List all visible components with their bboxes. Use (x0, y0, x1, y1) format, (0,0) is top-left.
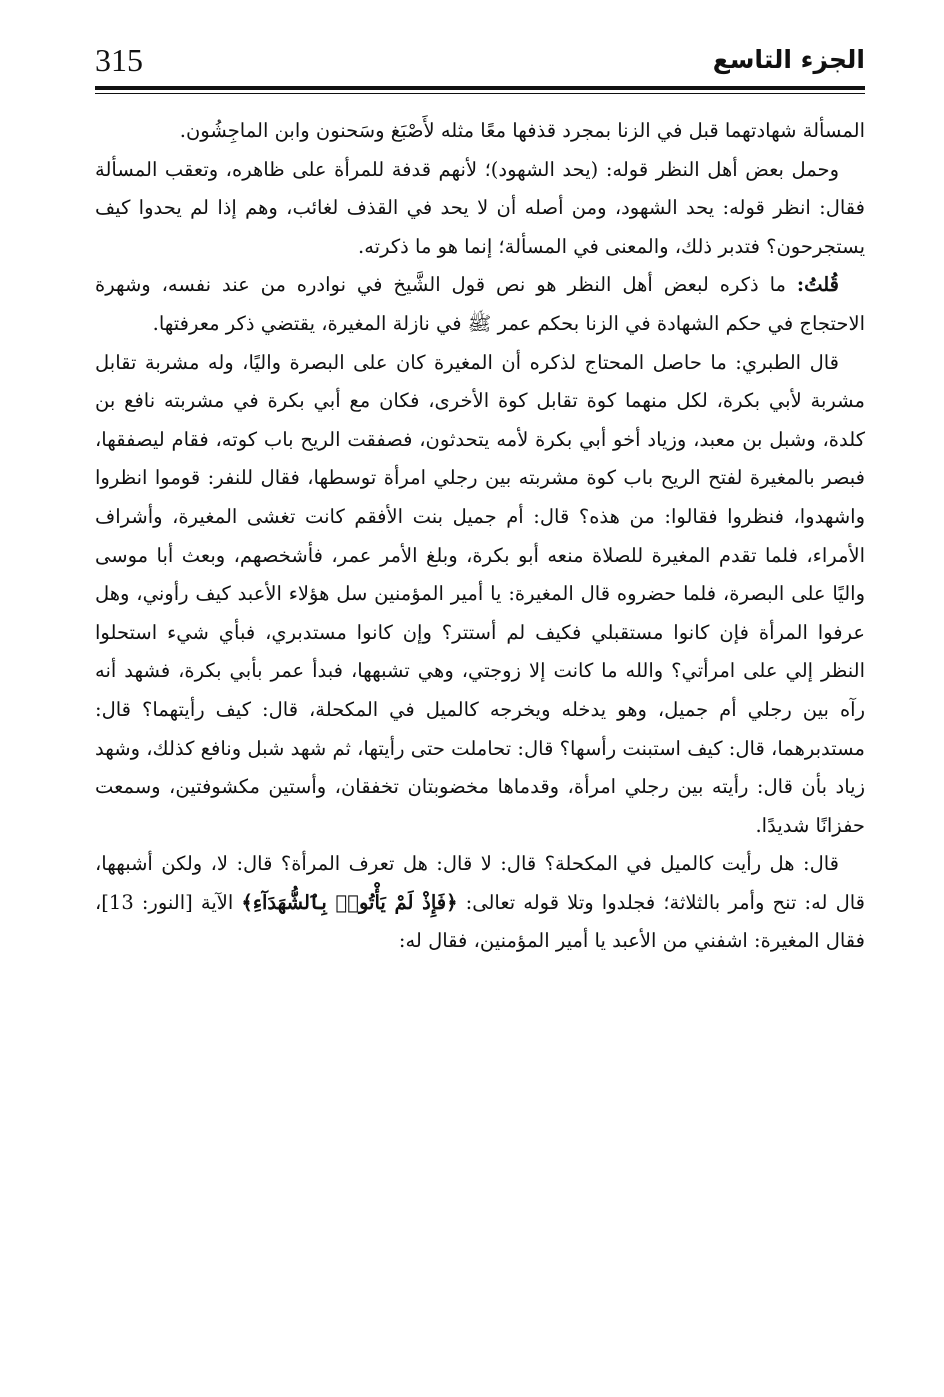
paragraph-4: قال الطبري: ما حاصل المحتاج لذكره أن المغيرة كان على البصرة واليًا، وله مشربة تقابل مشربة لأبي بكرة، لكل منهما كوة تقابل كوة الأخرى، فكان مع أبي بكرة في مشربته نافع بن كلدة، وشبل بن معبد، وزياد أخو أبي بكرة لأمه يتحدثون، فصفقت الريح باب كوته، فقام ليصفقها، فبصر بالمغيرة لفتح الريح باب كوة مشربته بين رجلي امرأة توسطها، فقال للنفر: قوموا انظروا واشهدوا، فنظروا فقالوا: من هذه؟ قال: أم جميل بنت الأفقم كانت تغشى المغيرة، وأشراف الأمراء، فلما تقدم المغيرة للصلاة منعه أبو بكرة، وبلغ الأمر عمر، فأشخصهم، وبعث أبا موسى واليًا على البصرة، فلما حضروه قال المغيرة: يا أمير المؤمنين سل هؤلاء الأعبد كيف رأوني، وهل عرفوا المرأة فإن كانوا مستقبلي فكيف لم أستتر؟ وإن كانوا مستدبري، فبأي شيء استحلوا النظر إلي على امرأتي؟ والله ما كانت إلا زوجتي، وهي تشبهها، فبدأ عمر بأبي بكرة، فشهد أنه رآه بين رجلي أم جميل، وهو يدخله ويخرجه كالميل في المكحلة، قال: كيف رأيتهما؟ قال: مستدبرهما، قال: كيف استبنت رأسها؟ قال: تحاملت حتى رأيتها، ثم شهد شبل ونافع كذلك، وشهد زياد بأن قال: رأيته بين رجلي امرأة، وقدماها مخضوبتان تخفقان، وأستين مكشوفتين، وسمعت حفزانًا شديدًا. (95, 350, 865, 837)
main-text (95, 112, 865, 961)
paragraph-3 (95, 266, 865, 343)
paragraph-1: المسألة شهادتهما قبل في الزنا بمجرد قذفها معًا مثله لأَصْبَغ وسَحنون وابن الماجِشُون. (179, 119, 865, 142)
page-number: 315 (95, 42, 143, 78)
quran-verse: ﴿فَإِذْ لَمْ يَأْتُوا۟ بِٱلشُّهَدَآءِ﴾ (241, 890, 458, 914)
paragraph-3-lead: قُلتُ: (796, 273, 839, 297)
paragraph-2: وحمل بعض أهل النظر قوله: (يحد الشهود)؛ لأنهم قدفة للمرأة على ظاهره، وتعقب المسألة فقال: انظر قوله: يحد الشهود، ومن أصله أن لا يحد في القذف لغائب، وهم إذا لم يحدوا كيف يستجرحون؟ فتدبر ذلك، والمعنى في المسألة؛ إنما هو ما ذكرته. (95, 157, 865, 258)
paragraph-5-text-a: قال: هل رأيت كالميل في المكحلة؟ قال: لا قال: هل تعرف المرأة؟ قال: لا، ولكن أشبهها، قال له: تنح وأمر بالثلاثة؛ فجلدوا وتلا قوله تعالى: (95, 852, 866, 914)
paragraph-5-text-b: الآية [النور: 13]، فقال المغيرة: اشفني من الأعبد يا أمير المؤمنين، فقال له: (95, 890, 865, 953)
header-rule-thick (95, 86, 865, 90)
page-header (95, 40, 865, 84)
header-rule-thin (95, 93, 865, 94)
paragraph-5 (95, 845, 865, 961)
paragraph-3-text: ما ذكره لبعض أهل النظر هو نص قول الشَّيخ في نوادره من عند نفسه، وشهرة الاحتجاج في حكم الشهادة في الزنا بحكم عمر ﷺ في نازلة المغيرة، يقتضي ذكر معرفتها. (95, 273, 865, 335)
running-title: الجزء التاسع (712, 45, 865, 74)
